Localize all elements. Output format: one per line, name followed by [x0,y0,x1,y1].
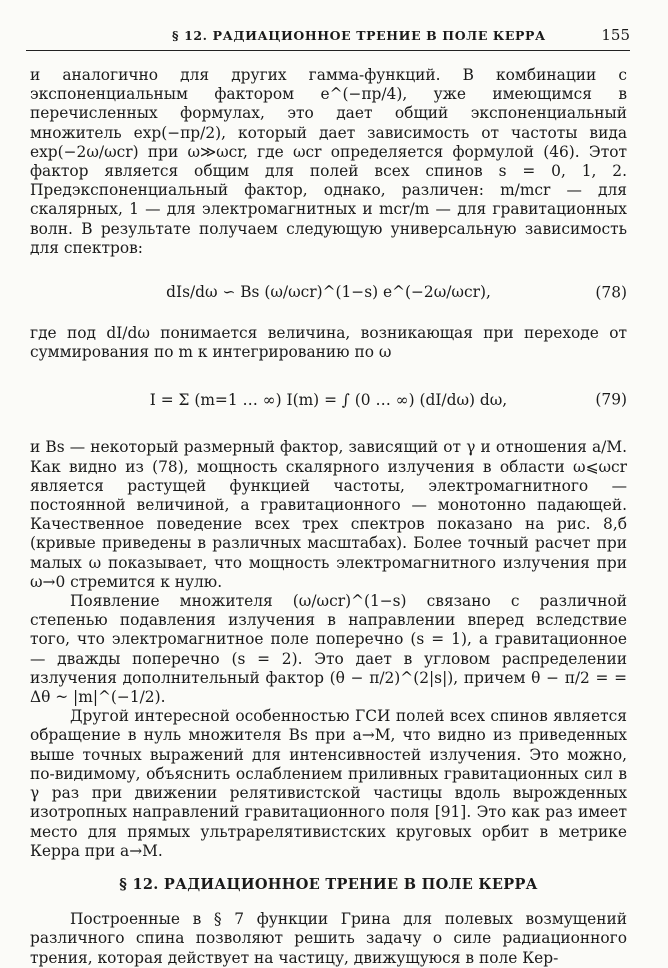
paragraph-2: где под dI/dω понимается величина, возникающая при переходе от суммирования по m к интегрированию по ω [30,324,627,362]
running-header [26,22,630,51]
page-number: 155 [601,26,630,44]
equation-79 [30,364,627,436]
paragraph-4: Появление множителя (ω/ωcr)^(1−s) связано с различной степенью подавления излучения в направлении вперед вследствие того, что электромагнитное поле поперечно (s = 1), а гравитационное — дважды поперечно (s = 2). Это дает в угловом распределении излучения дополнительный фактор (θ − π/2)^(2|s|), причем θ − π/2 = = Δθ ~ |m|^(−1/2). [30,592,627,707]
paragraph-6: Построенные в § 7 функции Грина для полевых возмущений различного спина позволяют решить задачу о силе радиационного трения, которая действует на частицу, движущуюся в поле Кер- [30,910,627,967]
paragraph-3: и Bs — некоторый размерный фактор, зависящий от γ и отношения a/M. Как видно из (78), мощность скалярного излучения в области ω⩽ωcr является растущей функцией частоты, электромагнитного — постоянной величиной, а гравитационного — монотонно падающей. Качественное поведение всех трех спектров показано на рис. 8,б (кривые приведены в различных масштабах). Более точный расчет при малых ω показывает, что мощность электромагнитного излучения при ω→0 стремится к нулю. [30,438,627,591]
equation-79-number: (79) [595,390,627,409]
paragraph-1: и аналогично для других гамма-функций. В комбинации с экспоненциальным фактором e^(−πp/4), уже имеющимся в перечисленных формулах, это дает общий экспоненциальный множитель exp(−πp/2), который дает зависимость от частоты вида exp(−2ω/ωcr) при ω≫ωcr, где ωcr определяется формулой (46). Этот фактор является общим для полей всех спинов s = 0, 1, 2. Предэкспоненциальный фактор, однако, различен: m/mcr — для скалярных, 1 — для электромагнитных и mcr/m — для гравитационных волн. В результате получаем следующую универсальную зависимость для спектров: [30,66,627,257]
page-body [30,66,627,968]
paragraph-5: Другой интересной особенностью ГСИ полей всех спинов является обращение в нуль множителя Bs при a→M, что видно из приведенных выше точных выражений для интенсивностей излучения. Это можно, по-видимому, объяснить ослаблением приливных гравитационных сил в γ раз при движении релятивистской частицы вдоль вырожденных изотропных направлений гравитационного поля [91]. Это как раз имеет место для прямых ультрарелятивистских круговых орбит в метрике Керра при a→M. [30,707,627,860]
equation-78-expression: dIs/dω ∽ Bs (ω/ωcr)^(1−s) e^(−2ω/ωcr), [166,283,491,302]
equation-78 [30,262,627,324]
section-heading: § 12. РАДИАЦИОННОЕ ТРЕНИЕ В ПОЛЕ КЕРРА [119,875,538,893]
header-title: § 12. РАДИАЦИОННОЕ ТРЕНИЕ В ПОЛЕ КЕРРА [172,28,546,43]
equation-79-expression: I = Σ (m=1 … ∞) I(m) = ∫ (0 … ∞) (dI/dω) dω, [149,390,508,409]
equation-78-number: (78) [595,283,627,302]
